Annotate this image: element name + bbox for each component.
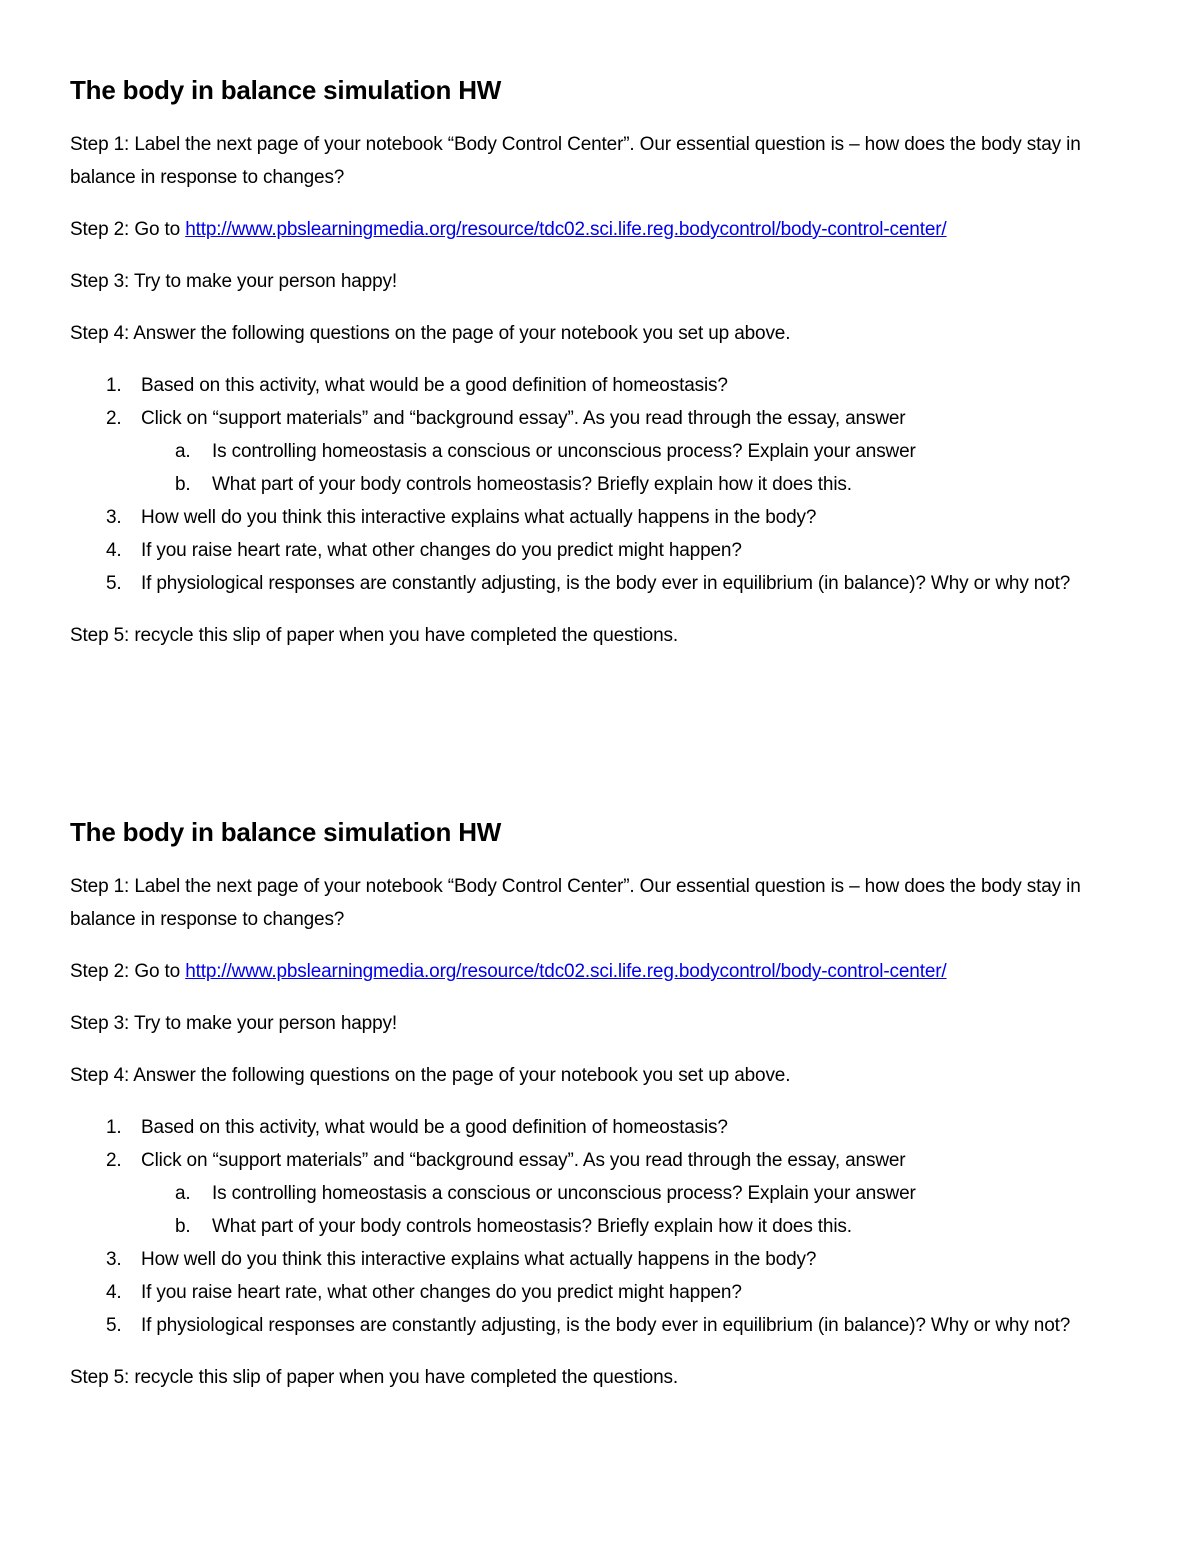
step-5-label: Step 5: [70, 1367, 130, 1388]
question-list [70, 369, 1135, 600]
step-4 [70, 317, 1135, 350]
step-3-label: Step 3: [70, 271, 130, 292]
question-number: 2. [106, 1150, 122, 1171]
question-number: 2. [106, 408, 122, 429]
sub-question-letter: a. [175, 1183, 191, 1204]
question-text: If you raise heart rate, what other changes do you predict might happen? [141, 1282, 742, 1303]
sub-question-letter: b. [175, 474, 191, 495]
step-3 [70, 265, 1135, 298]
question-text: Based on this activity, what would be a good definition of homeostasis? [141, 375, 728, 396]
step-3-text: Try to make your person happy! [133, 1013, 397, 1034]
question-text: Click on “support materials” and “background essay”. As you read through the essay, answer [141, 408, 906, 429]
slip-title: The body in balance simulation HW [70, 75, 502, 105]
sub-question-text: Is controlling homeostasis a conscious or unconscious process? Explain your answer [212, 441, 916, 462]
question-number: 1. [106, 375, 122, 396]
sub-question-text: What part of your body controls homeostasis? Briefly explain how it does this. [212, 474, 852, 495]
question-item [70, 1111, 1135, 1144]
step-2-text: Go to [134, 961, 181, 982]
sub-question-list [141, 435, 1135, 501]
step-3-text: Try to make your person happy! [133, 271, 397, 292]
question-item [70, 1243, 1135, 1276]
sub-question-letter: a. [175, 441, 191, 462]
sub-question-item [141, 435, 1135, 468]
question-number: 4. [106, 540, 122, 561]
step-5-label: Step 5: [70, 625, 130, 646]
sub-question-letter: b. [175, 1216, 191, 1237]
question-number: 5. [106, 1315, 122, 1336]
question-item [70, 1276, 1135, 1309]
step-3 [70, 1007, 1135, 1040]
step-2-label: Step 2: [70, 219, 130, 240]
slip-title: The body in balance simulation HW [70, 817, 502, 847]
step-5 [70, 619, 1135, 652]
question-list [70, 1111, 1135, 1342]
question-item [70, 501, 1135, 534]
sub-question-list [141, 1177, 1135, 1243]
step-1-label: Step 1: [70, 876, 130, 897]
sub-question-item [141, 1210, 1135, 1243]
body-control-center-link[interactable]: http://www.pbslearningmedia.org/resource/tdc02.sci.life.reg.bodycontrol/body-control-center/ [185, 219, 947, 240]
question-number: 4. [106, 1282, 122, 1303]
step-4 [70, 1059, 1135, 1092]
question-number: 3. [106, 507, 122, 528]
question-text: If physiological responses are constantly adjusting, is the body ever in equilibrium (in balance)? Why or why not? [141, 573, 1071, 594]
question-number: 3. [106, 1249, 122, 1270]
step-1-text: Label the next page of your notebook “Body Control Center”. Our essential question is – how does the body stay in balance in response to changes? [70, 876, 1081, 930]
question-item [70, 369, 1135, 402]
homework-slip-2 [70, 814, 1135, 1413]
step-4-label: Step 4: [70, 323, 130, 344]
sub-question-item [141, 1177, 1135, 1210]
step-2-label: Step 2: [70, 961, 130, 982]
question-number: 1. [106, 1117, 122, 1138]
homework-slip-1 [70, 72, 1135, 671]
step-1-text: Label the next page of your notebook “Body Control Center”. Our essential question is – how does the body stay in balance in response to changes? [70, 134, 1081, 188]
sub-question-item [141, 468, 1135, 501]
question-item [70, 534, 1135, 567]
step-1 [70, 870, 1135, 936]
question-text: How well do you think this interactive explains what actually happens in the body? [141, 1249, 817, 1270]
step-4-text: Answer the following questions on the page of your notebook you set up above. [133, 1065, 791, 1086]
step-2-text: Go to [134, 219, 181, 240]
question-item [70, 1309, 1135, 1342]
question-number: 5. [106, 573, 122, 594]
sub-question-text: Is controlling homeostasis a conscious or unconscious process? Explain your answer [212, 1183, 916, 1204]
step-1 [70, 128, 1135, 194]
question-text: Based on this activity, what would be a good definition of homeostasis? [141, 1117, 728, 1138]
question-text: Click on “support materials” and “background essay”. As you read through the essay, answer [141, 1150, 906, 1171]
question-text: How well do you think this interactive explains what actually happens in the body? [141, 507, 817, 528]
step-2 [70, 955, 1135, 988]
step-5-text: recycle this slip of paper when you have completed the questions. [134, 1367, 678, 1388]
step-4-label: Step 4: [70, 1065, 130, 1086]
question-item [70, 402, 1135, 501]
step-4-text: Answer the following questions on the page of your notebook you set up above. [133, 323, 791, 344]
step-5-text: recycle this slip of paper when you have completed the questions. [134, 625, 678, 646]
question-item [70, 1144, 1135, 1243]
step-5 [70, 1361, 1135, 1394]
question-item [70, 567, 1135, 600]
question-text: If physiological responses are constantly adjusting, is the body ever in equilibrium (in balance)? Why or why not? [141, 1315, 1071, 1336]
step-1-label: Step 1: [70, 134, 130, 155]
sub-question-text: What part of your body controls homeostasis? Briefly explain how it does this. [212, 1216, 852, 1237]
question-text: If you raise heart rate, what other changes do you predict might happen? [141, 540, 742, 561]
body-control-center-link[interactable]: http://www.pbslearningmedia.org/resource/tdc02.sci.life.reg.bodycontrol/body-control-center/ [185, 961, 947, 982]
step-3-label: Step 3: [70, 1013, 130, 1034]
step-2 [70, 213, 1135, 246]
